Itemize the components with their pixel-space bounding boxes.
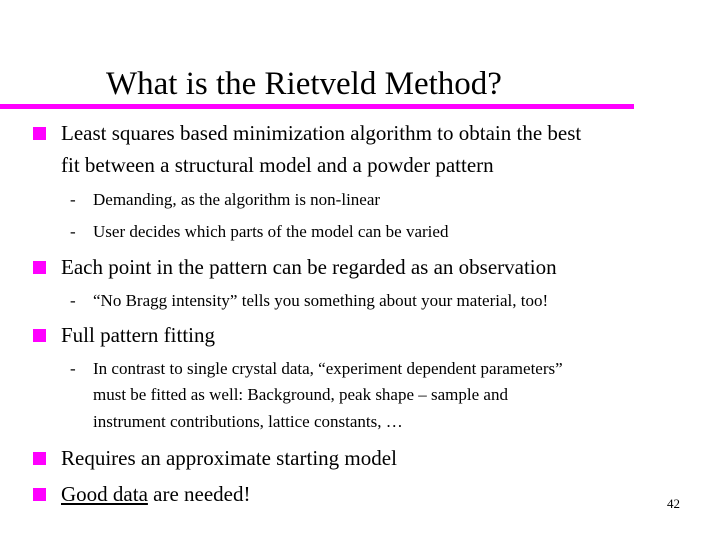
bullet-3-sub-1-line-3: instrument contributions, lattice constants, … bbox=[93, 412, 403, 431]
bullet-square-icon bbox=[33, 452, 46, 465]
sub-dash: - bbox=[70, 222, 76, 241]
bullet-3-line-1: Full pattern fitting bbox=[61, 323, 215, 347]
sub-dash: - bbox=[70, 190, 76, 209]
sub-dash: - bbox=[70, 291, 76, 310]
bullet-2-line-1: Each point in the pattern can be regarded as an observation bbox=[61, 255, 557, 279]
bullet-3-sub-1-line-1: In contrast to single crystal data, “experiment dependent parameters” bbox=[93, 359, 563, 378]
slide-title: What is the Rietveld Method? bbox=[106, 66, 502, 102]
bullet-square-icon bbox=[33, 127, 46, 140]
bullet-square-icon bbox=[33, 329, 46, 342]
bullet-1-sub-2: User decides which parts of the model can be varied bbox=[93, 222, 449, 241]
page-number: 42 bbox=[667, 496, 680, 511]
bullet-5-line-1 bbox=[61, 479, 251, 510]
bullet-square-icon bbox=[33, 488, 46, 501]
bullet-5-rest: are needed! bbox=[147, 482, 251, 506]
good-data-underlined: Good data bbox=[61, 482, 148, 506]
bullet-1-sub-1: Demanding, as the algorithm is non-linear bbox=[93, 190, 381, 209]
bullet-square-icon bbox=[33, 261, 46, 274]
bullet-1-line-2: fit between a structural model and a powder pattern bbox=[61, 153, 494, 177]
bullet-1-line-1: Least squares based minimization algorithm to obtain the best bbox=[61, 121, 582, 145]
sub-dash: - bbox=[70, 359, 76, 378]
bullet-4-line-1: Requires an approximate starting model bbox=[61, 446, 397, 470]
bullet-3-sub-1-line-2: must be fitted as well: Background, peak shape – sample and bbox=[93, 385, 508, 404]
bullet-2-sub-1: “No Bragg intensity” tells you something about your material, too! bbox=[93, 291, 549, 310]
title-underline bbox=[0, 104, 634, 109]
